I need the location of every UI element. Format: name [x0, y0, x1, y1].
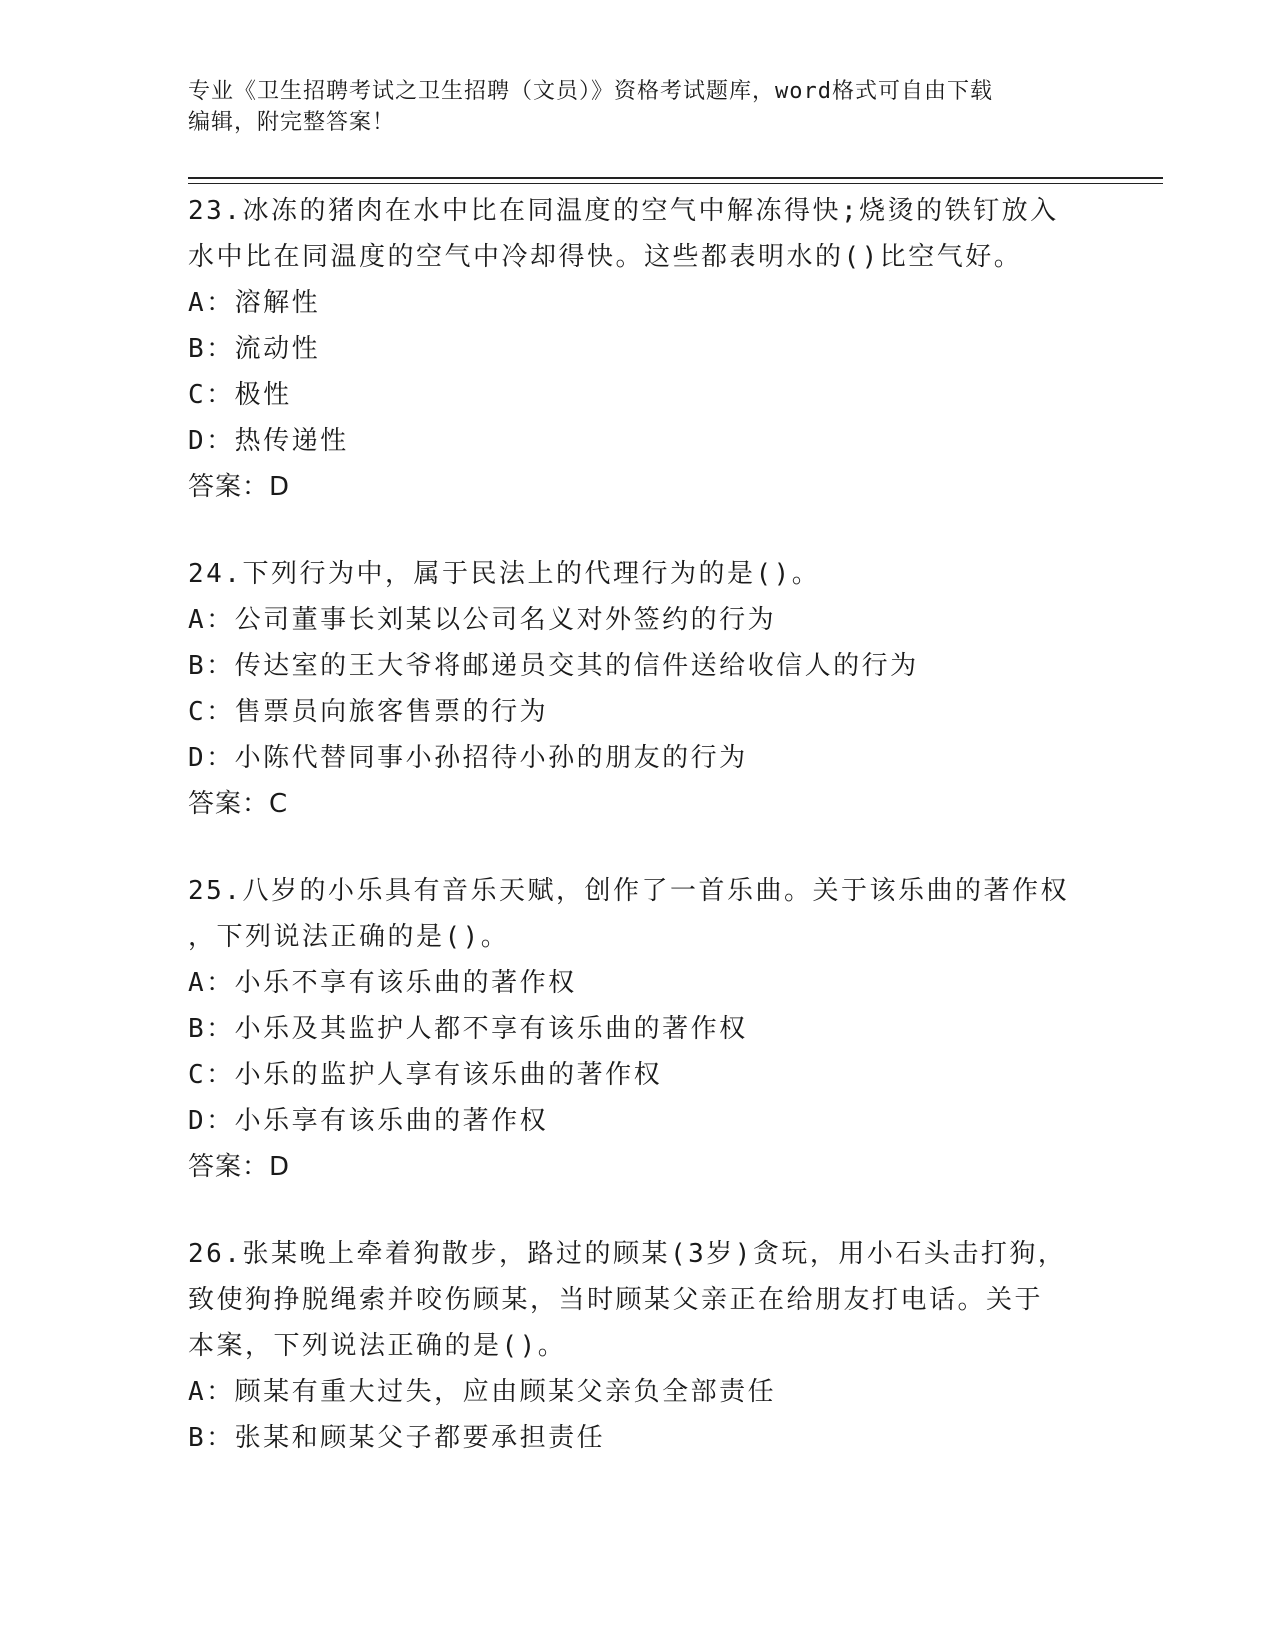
option-a: A：顾某有重大过失，应由顾某父亲负全部责任: [188, 1377, 777, 1407]
question-25: [188, 868, 1108, 1190]
question-text-line: 26.张某晚上牵着狗散步，路过的顾某(3岁)贪玩，用小石头击打狗，: [188, 1239, 1067, 1269]
option-b: B：传达室的王大爷将邮递员交其的信件送给收信人的行为: [188, 651, 919, 681]
option-a: A：公司董事长刘某以公司名义对外签约的行为: [188, 605, 777, 635]
option-a: A：小乐不享有该乐曲的著作权: [188, 968, 577, 998]
question-text-line: 23.冰冻的猪肉在水中比在同温度的空气中解冻得快;烧烫的铁钉放入: [188, 196, 1059, 226]
question-list: [188, 188, 1108, 1502]
header-divider-thick: [188, 177, 1163, 179]
question-26: [188, 1231, 1108, 1461]
question-23: [188, 188, 1108, 510]
option-b: B：小乐及其监护人都不享有该乐曲的著作权: [188, 1014, 748, 1044]
question-text-line: 本案，下列说法正确的是()。: [188, 1331, 567, 1361]
option-b: B：流动性: [188, 334, 321, 364]
option-d: D：小乐享有该乐曲的著作权: [188, 1106, 549, 1136]
question-24: [188, 551, 1108, 827]
option-b: B：张某和顾某父子都要承担责任: [188, 1423, 606, 1453]
question-text-line: 致使狗挣脱绳索并咬伤顾某，当时顾某父亲正在给朋友打电话。关于: [188, 1285, 1044, 1315]
document-header: [188, 76, 1068, 138]
question-text-line: 水中比在同温度的空气中冷却得快。这些都表明水的()比空气好。: [188, 242, 1023, 272]
answer: 答案：D: [188, 472, 291, 502]
option-c: C：小乐的监护人享有该乐曲的著作权: [188, 1060, 663, 1090]
header-line-2: 编辑，附完整答案！: [188, 110, 396, 135]
question-text-line: 24.下列行为中，属于民法上的代理行为的是()。: [188, 559, 821, 589]
option-c: C：售票员向旅客售票的行为: [188, 697, 549, 727]
option-a: A：溶解性: [188, 288, 321, 318]
option-d: D：小陈代替同事小孙招待小孙的朋友的行为: [188, 743, 748, 773]
answer: 答案：C: [188, 789, 289, 819]
option-d: D：热传递性: [188, 426, 349, 456]
answer: 答案：D: [188, 1152, 291, 1182]
option-c: C：极性: [188, 380, 292, 410]
question-text-line: ，下列说法正确的是()。: [188, 922, 510, 952]
header-divider-thin: [188, 183, 1163, 184]
question-text-line: 25.八岁的小乐具有音乐天赋，创作了一首乐曲。关于该乐曲的著作权: [188, 876, 1069, 906]
header-line-1: 专业《卫生招聘考试之卫生招聘（文员）》资格考试题库，word格式可自由下载: [188, 79, 993, 104]
